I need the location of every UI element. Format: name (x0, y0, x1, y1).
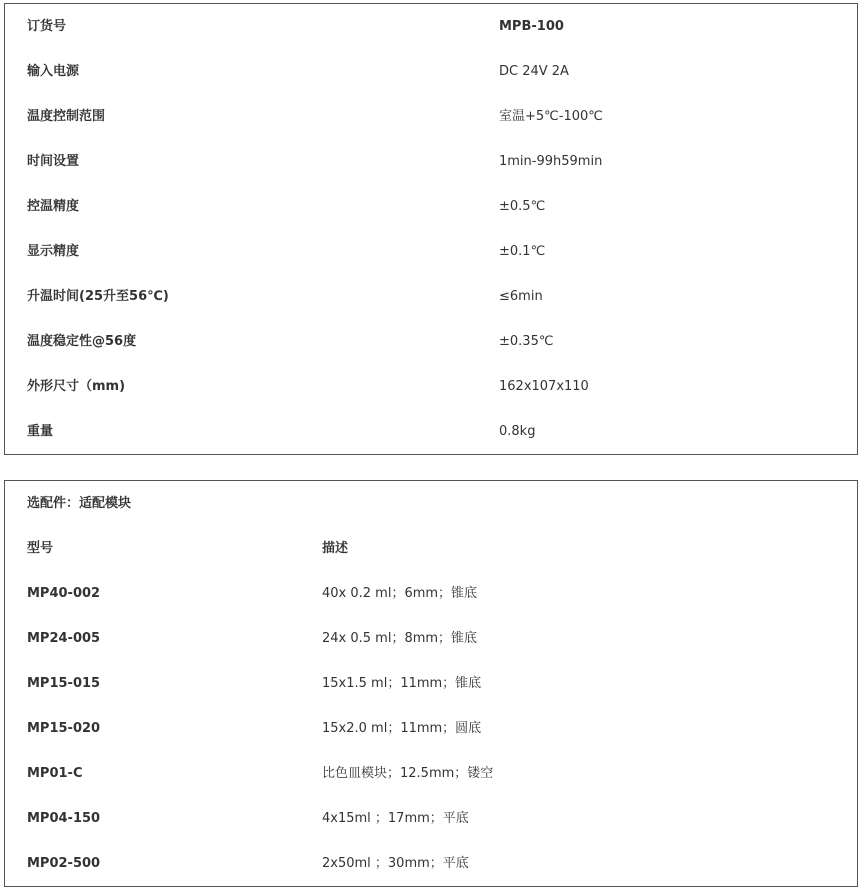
spec-value: MPB-100 (499, 19, 564, 34)
spec-value: 0.8kg (499, 424, 536, 439)
accessory-title: 选配件：适配模块 (27, 496, 132, 511)
spec-value: ±0.1℃ (499, 244, 546, 259)
accessory-description: 2x50ml ；30mm；平底 (322, 856, 469, 871)
accessory-model: MP02-500 (27, 856, 101, 871)
spec-label: 输入电源 (27, 64, 80, 79)
spec-value: DC 24V 2A (499, 64, 569, 79)
accessory-model: MP24-005 (27, 631, 101, 646)
spec-value: ±0.5℃ (499, 199, 546, 214)
spec-row (5, 229, 857, 274)
spec-row (5, 319, 857, 364)
spec-row (5, 4, 857, 49)
spec-row (5, 409, 857, 454)
spec-value: 室温+5℃-100℃ (499, 109, 603, 124)
spec-row (5, 274, 857, 319)
spec-label: 订货号 (27, 19, 67, 34)
spec-label: 显示精度 (27, 244, 80, 259)
accessory-row (5, 841, 857, 886)
spec-label: 温度控制范围 (27, 109, 106, 124)
accessory-table (4, 480, 858, 887)
spec-value: ±0.35℃ (499, 334, 554, 349)
accessory-row (5, 796, 857, 841)
accessory-row (5, 706, 857, 751)
header-model: 型号 (27, 541, 54, 556)
accessory-row (5, 751, 857, 796)
accessory-description: 24x 0.5 ml；8mm；锥底 (322, 631, 478, 646)
accessory-model: MP01-C (27, 766, 83, 781)
accessory-description: 40x 0.2 ml；6mm；锥底 (322, 586, 478, 601)
accessory-row (5, 571, 857, 616)
spec-label: 温度稳定性@56度 (27, 334, 137, 349)
spec-row (5, 364, 857, 409)
spec-label: 重量 (27, 424, 54, 439)
accessory-description: 15x1.5 ml；11mm；锥底 (322, 676, 482, 691)
spec-value: ≤6min (499, 289, 543, 304)
spec-value: 1min-99h59min (499, 154, 603, 169)
spec-row (5, 184, 857, 229)
spec-row (5, 94, 857, 139)
accessory-description: 15x2.0 ml；11mm；圆底 (322, 721, 482, 736)
accessory-title-row (5, 481, 857, 526)
spec-row (5, 139, 857, 184)
accessory-header-row (5, 526, 857, 571)
header-description: 描述 (322, 541, 349, 556)
accessory-row (5, 616, 857, 661)
spec-table (4, 3, 858, 455)
accessory-row (5, 661, 857, 706)
accessory-model: MP04-150 (27, 811, 101, 826)
spec-label: 控温精度 (27, 199, 80, 214)
accessory-description: 4x15ml ；17mm；平底 (322, 811, 469, 826)
spec-row (5, 49, 857, 94)
spec-label: 外形尺寸（mm) (27, 379, 126, 394)
accessory-model: MP15-020 (27, 721, 101, 736)
accessory-model: MP40-002 (27, 586, 101, 601)
accessory-description: 比色皿模块；12.5mm；镂空 (322, 766, 494, 781)
accessory-model: MP15-015 (27, 676, 101, 691)
spec-label: 升温时间(25升至56℃) (27, 289, 169, 304)
spec-value: 162x107x110 (499, 379, 589, 394)
spec-label: 时间设置 (27, 154, 80, 169)
